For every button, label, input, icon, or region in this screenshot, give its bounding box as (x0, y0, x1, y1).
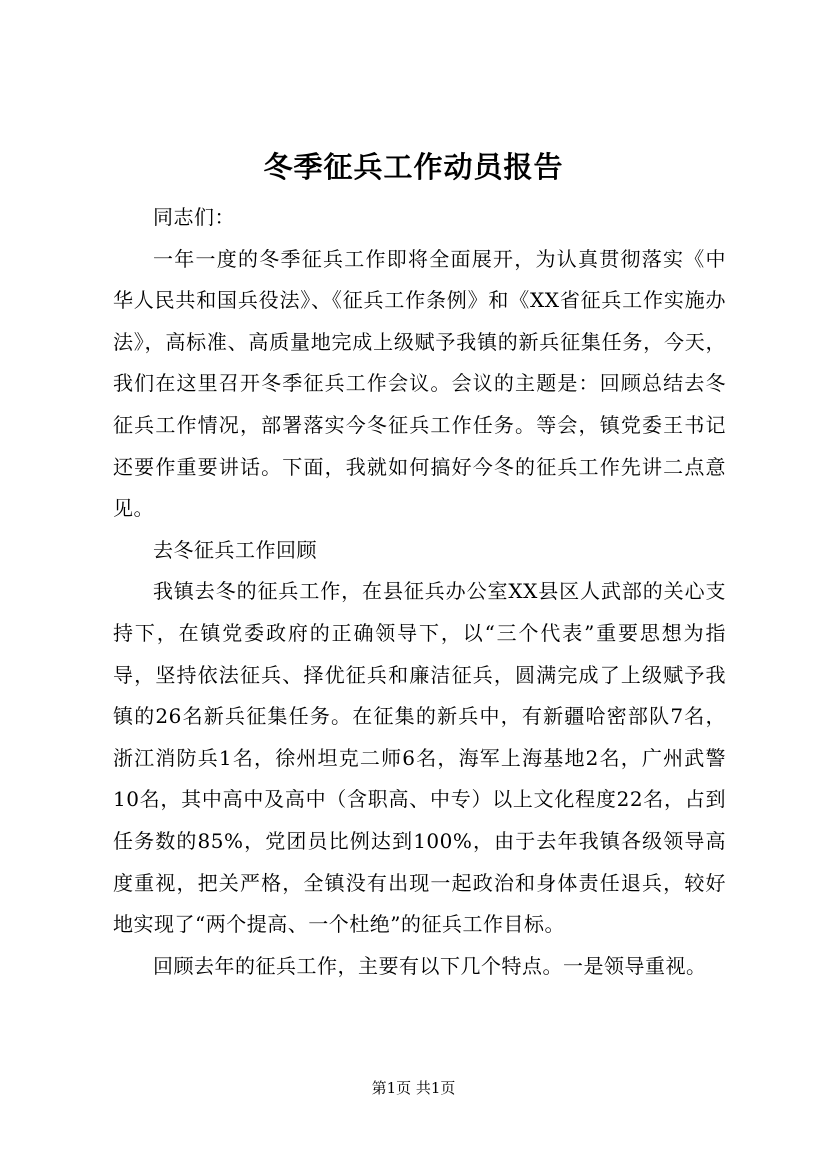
page-footer: 第1页 共1页 (371, 1079, 456, 1097)
section-heading: 去冬征兵工作回顾 (153, 537, 317, 562)
paragraph-intro: 一年一度的冬季征兵工作即将全面展开，为认真贯彻落实《中华人民共和国兵役法》、《征兵工作条例》和《XX省征兵工作实施办法》，高标准、高质量地完成上级赋予我镇的新兵征集任务，今天，我们在这里召开冬季征兵工作会议。会议的主题是：回顾总结去冬征兵工作情况，部署落实今冬征兵工作任务。等会，镇党委王书记还要作重要讲话。下面，我就如何搞好今冬的征兵工作先讲二点意见。 (113, 246, 726, 521)
paragraph-salutation: 同志们： (153, 205, 235, 229)
paragraph-features: 回顾去年的征兵工作，主要有以下几个特点。一是领导重视。 (153, 953, 707, 978)
page-title: 冬季征兵工作动员报告 (263, 150, 564, 184)
paragraph-review: 我镇去冬的征兵工作，在县征兵办公室XX县区人武部的关心支持下，在镇党委政府的正确领导下，以“三个代表”重要思想为指导，坚持依法征兵、择优征兵和廉洁征兵，圆满完成了上级赋予我镇的26名新兵征集任务。在征集的新兵中，有新疆哈密部队7名，浙江消防兵1名，徐州坦克二师6名，海军上海基地2名，广州武警10名，其中高中及高中（含职高、中专）以上文化程度22名，占到任务数的85%，党团员比例达到100%，由于去年我镇各级领导高度重视，把关严格，全镇没有出现一起政治和身体责任退兵，较好地实现了“两个提高、一个杜绝”的征兵工作目标。 (113, 579, 726, 937)
document-body (113, 197, 726, 987)
